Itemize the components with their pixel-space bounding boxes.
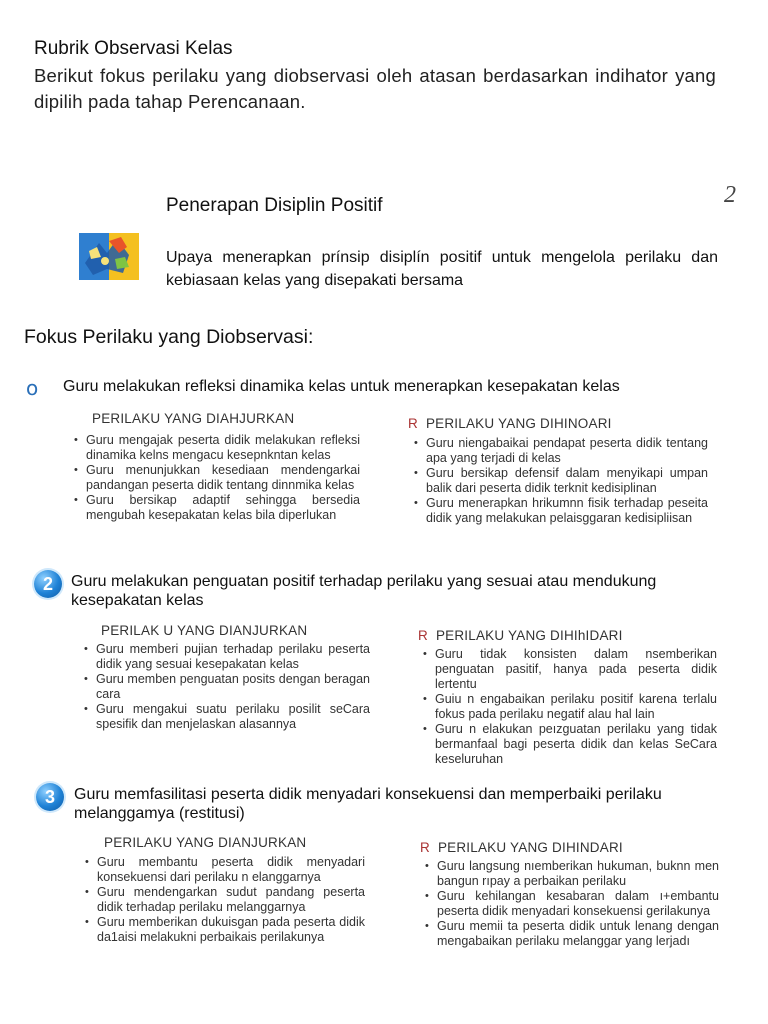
list-item: • Guru menerapkan hrikumnn fisik terhadap peseita didik yang melakukan pelaisggaran kedisipliisan xyxy=(412,496,708,526)
item-1-avoid-title: R PERILAKU YANG DIHINOARI xyxy=(408,416,612,431)
focus-heading: Fokus Perilaku yang Diobservasi: xyxy=(24,326,314,348)
list-item: • Guru membantu peserta didik menyadari konsekuensi dari perilaku n elanggarnya xyxy=(83,855,365,885)
bullet-circle-icon: o xyxy=(26,376,39,400)
number-2-icon: 2 xyxy=(34,570,62,598)
item-3-recommended-list xyxy=(83,855,365,945)
list-item: • Guru mendengarkan sudut pandang peserta didik terhadap perilaku melanggarnya xyxy=(83,885,365,915)
avoid-mark: R xyxy=(418,628,428,643)
page-title: Rubrik Observasi Kelas xyxy=(34,38,233,59)
item-2-avoid-title: R PERILAKU YANG DIHIhIDARI xyxy=(418,628,623,643)
list-item: • Guru memben penguatan posits dengan beragan cara xyxy=(82,672,370,702)
section-description: Upaya menerapkan prínsip disiplín positif untuk mengelola perilaku dan kebiasaan kelas yang disepakati bersama xyxy=(166,249,718,289)
item-1-recommended-list xyxy=(72,433,360,523)
item-2-avoid-list xyxy=(421,647,717,767)
list-item: • Guru mengakui suatu perilaku posilit seCara spesifik dan menjelaskan alasannya xyxy=(82,702,370,732)
puzzle-illustration-icon xyxy=(79,233,139,280)
list-item: • Guru mengajak peserta didik melakukan refleksi dinamika kelns mengacu kesepnkntan kelas xyxy=(72,433,360,463)
item-1-heading: Guru melakukan refleksi dinamika kelas untuk menerapkan kesepakatan kelas xyxy=(63,378,620,395)
section-title: Penerapan Disiplin Positif xyxy=(166,195,383,216)
item-2-recommended-title: PERILAK U YANG DIANJURKAN xyxy=(101,623,308,638)
page-number: 2 xyxy=(724,182,736,208)
list-item: • Guru n elakukan peızguatan perilaku yang tidak bermanfaal bagi peserta didik dan kelas SeCara keseluruhan xyxy=(421,722,717,767)
list-item: • Guru kehilangan kesabaran dalam ı+embantu peserta didik menyadari konsekuensi gerilakunya xyxy=(423,889,719,919)
intro-paragraph: Berikut fokus perilaku yang diobservasi oleh atasan berdasarkan indihator yang dipilih pada tahap Perencanaan. xyxy=(34,65,716,112)
item-2-recommended-list xyxy=(82,642,370,732)
list-item: • Guru menunjukkan kesediaan mendengarkai pandangan peserta didik tentang dinnmika kelas xyxy=(72,463,360,493)
list-item: • Guru bersikap defensif dalam menyikapi umpan balik dari peserta didik terknit kedisiplinan xyxy=(412,466,708,496)
list-item: • Guru memberi pujian terhadap perilaku peserta didik yang sesuai kesepakatan kelas xyxy=(82,642,370,672)
item-3-avoid-list xyxy=(423,859,719,949)
item-3-avoid-title: R PERILAKU YANG DIHINDARI xyxy=(420,840,623,855)
item-3-heading: Guru memfasilitasi peserta didik menyadari konsekuensi dan memperbaiki perilaku melanggamya (restitusi) xyxy=(74,786,662,822)
list-item: • Guru memberikan dukuisgan pada peserta didik da1aisi melakukni perbaikais perilakunya xyxy=(83,915,365,945)
list-item: • Guru tidak konsisten dalam nsemberikan penguatan pasitif, hanya pada peserta didik lertentu xyxy=(421,647,717,692)
item-1-avoid-list xyxy=(412,436,708,526)
avoid-mark: R xyxy=(420,840,430,855)
list-item: • Guru niengabaikai pendapat peserta didik tentang apa yang terjadi di kelas xyxy=(412,436,708,466)
item-1-recommended-title: PERILAKU YANG DIAHJURKAN xyxy=(92,411,295,426)
avoid-mark: R xyxy=(408,416,418,431)
list-item: • Guru bersikap adaptif sehingga bersedia mengubah kesepakatan kelas bila diperlukan xyxy=(72,493,360,523)
list-item: • Guiu n engabaikan perilaku positif karena terlalu fokus pada perilaku negatif alau hal lain xyxy=(421,692,717,722)
list-item: • Guru memii ta peserta didik untuk lenang dengan mengabaikan perilaku melanggar yang lerjadı xyxy=(423,919,719,949)
list-item: • Guru langsung nıemberikan hukuman, buknn men bangun rıpay a perbaikan perilaku xyxy=(423,859,719,889)
number-3-icon: 3 xyxy=(36,783,64,811)
item-2-heading: Guru melakukan penguatan positif terhadap perilaku yang sesuai atau mendukung kesepakatan kelas xyxy=(71,573,657,609)
item-3-recommended-title: PERILAKU YANG DIANJURKAN xyxy=(104,835,307,850)
